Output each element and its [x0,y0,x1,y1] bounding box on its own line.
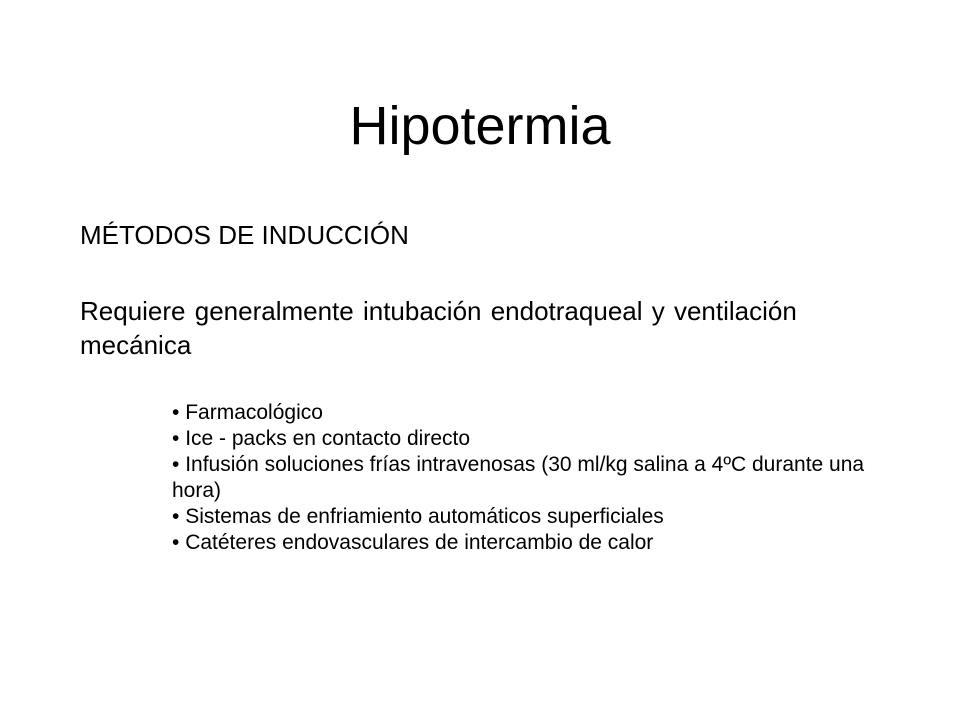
requirement-text: Requiere generalmente intubación endotraqueal y ventilación mecánica [80,296,797,360]
list-item [172,530,872,556]
list-item [172,504,872,530]
method-label: Sistemas de enfriamiento automáticos superficiales [185,505,664,528]
method-label: Ice - packs en contacto directo [185,427,471,450]
bullet-icon: • [172,531,180,554]
bullet-icon: • [172,505,180,528]
method-label: Infusión soluciones frías intravenosas (30 ml/kg salina a 4ºC durante una hora) [172,453,865,502]
list-item [172,452,872,504]
list-item [172,426,872,452]
method-label: Catéteres endovasculares de intercambio de calor [185,531,654,554]
slide-title: Hipotermia [349,96,611,156]
section-heading: MÉTODOS DE INDUCCIÓN [80,220,409,250]
bullet-icon: • [172,453,180,476]
method-label: Farmacológico [185,401,323,424]
list-item [172,400,872,426]
bullet-icon: • [172,427,180,450]
bullet-icon: • [172,401,180,424]
methods-list [172,400,872,556]
